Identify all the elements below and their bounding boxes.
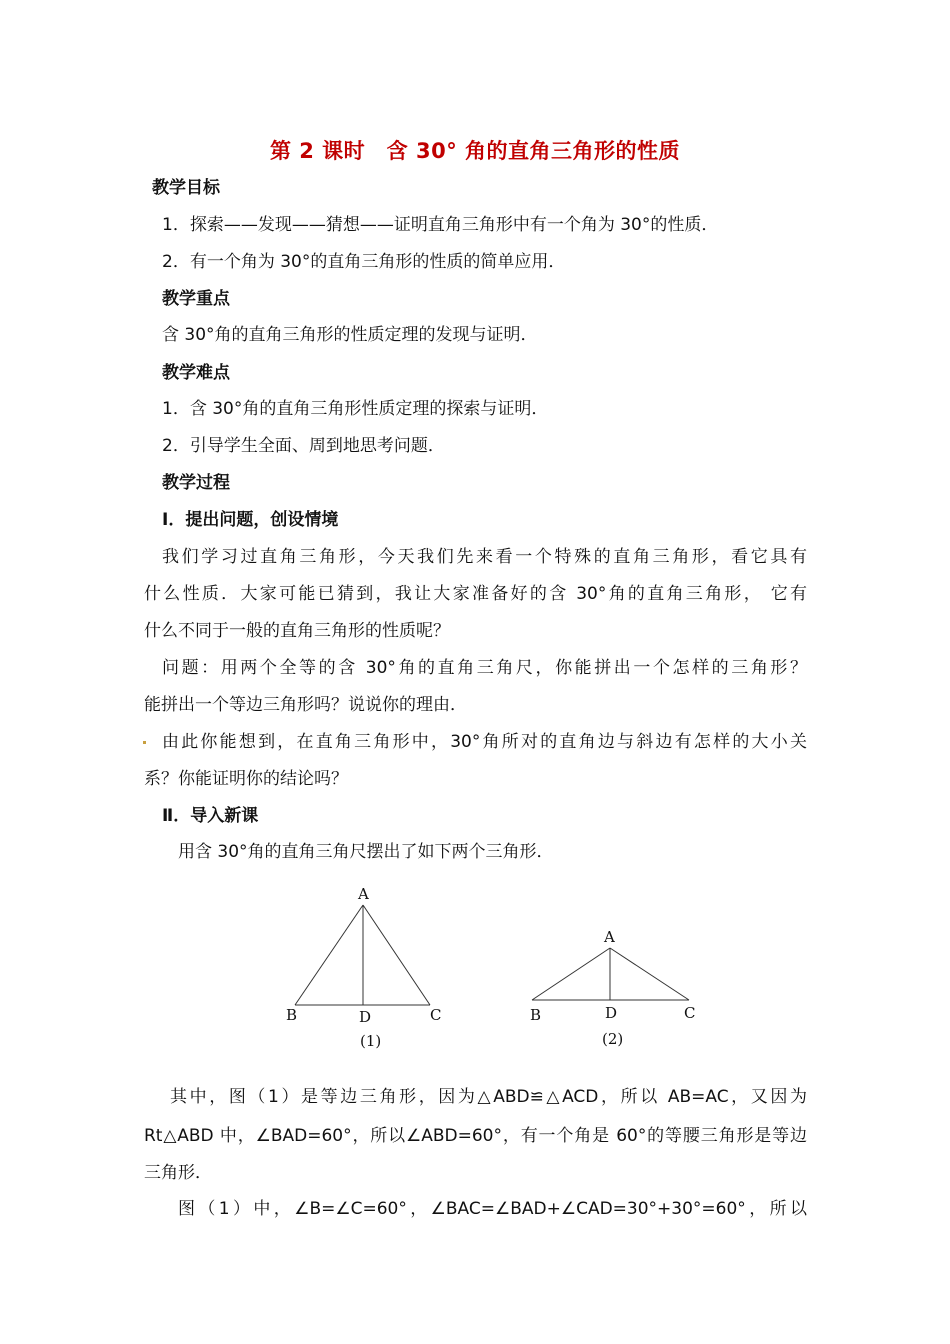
figure-2-label-a: A <box>604 928 615 946</box>
difficulties-heading: 教学难点 <box>162 363 230 383</box>
paragraph-4: 用含 30°角的直角三角尺摆出了如下两个三角形． <box>178 842 554 862</box>
page-title: 第 2 课时 含 30° 角的直角三角形的性质 <box>269 139 681 163</box>
part2-heading: Ⅱ．导入新课 <box>162 806 259 826</box>
figure-1-label-b: B <box>286 1006 298 1024</box>
objective-1: 1．探索——发现——猜想——证明直角三角形中有一个角为 30°的性质． <box>162 215 719 235</box>
paragraph-5-line-2: Rt△ABD 中，∠BAD=60°，所以∠ABD=60°，有一个角是 60°的等腰三角形是等边 <box>144 1126 807 1146</box>
part1-heading: Ⅰ．提出问题，创设情境 <box>162 510 339 530</box>
figure-1-label-a: A <box>358 885 369 903</box>
figure-2-label-d: D <box>605 1004 618 1022</box>
paragraph-2-line-1: 问题：用两个全等的含 30°角的直角三角尺，你能拼出一个怎样的三角形？ <box>162 658 807 678</box>
paragraph-3-line-1: 由此你能想到，在直角三角形中，30°角所对的直角边与斜边有怎样的大小关 <box>162 732 807 752</box>
objective-2: 2．有一个角为 30°的直角三角形的性质的简单应用． <box>162 252 566 272</box>
paragraph-1-line-3: 什么不同于一般的直角三角形的性质呢？ <box>144 621 450 641</box>
figure-2-label-c: C <box>684 1004 696 1022</box>
figure-2-label-b: B <box>530 1006 542 1024</box>
paragraph-5-line-3: 三角形． <box>144 1163 212 1183</box>
key-point-1: 含 30°角的直角三角形的性质定理的发现与证明． <box>162 325 538 345</box>
difficulty-2: 2．引导学生全面、周到地思考问题． <box>162 436 445 456</box>
paragraph-3-line-2: 系？你能证明你的结论吗？ <box>144 769 348 789</box>
paragraph-1-line-2: 什么性质．大家可能已猜到，我让大家准备好的含 30°角的直角三角形， 它有 <box>144 584 807 604</box>
process-heading: 教学过程 <box>162 473 230 493</box>
paragraph-5-line-1: 其中，图（1）是等边三角形，因为△ABD≌△ACD，所以 AB=AC，又因为 <box>170 1087 807 1107</box>
figure-1-label-d: D <box>359 1008 372 1026</box>
key-points-heading: 教学重点 <box>162 289 230 309</box>
difficulty-1: 1．含 30°角的直角三角形性质定理的探索与证明． <box>162 399 549 419</box>
paragraph-6-line-1: 图（1）中，∠B=∠C=60°，∠BAC=∠BAD+∠CAD=30°+30°=60°，所以 <box>178 1199 807 1219</box>
stray-mark <box>143 741 146 744</box>
figure-2-caption: (2) <box>602 1030 624 1048</box>
paragraph-1-line-1: 我们学习过直角三角形，今天我们先来看一个特殊的直角三角形，看它具有 <box>162 547 807 567</box>
figure-2-triangle <box>520 935 710 1015</box>
figure-1-label-c: C <box>430 1006 442 1024</box>
figure-1-caption: (1) <box>360 1032 382 1050</box>
paragraph-2-line-2: 能拼出一个等边三角形吗？说说你的理由． <box>144 695 467 715</box>
objectives-heading: 教学目标 <box>152 178 220 198</box>
